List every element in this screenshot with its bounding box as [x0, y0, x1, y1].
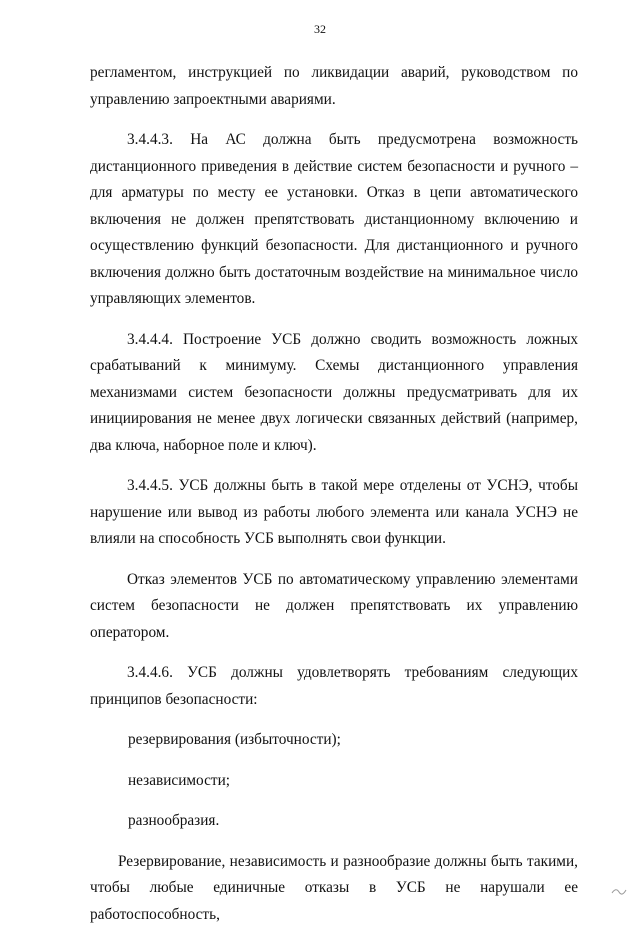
scan-mark-icon: [610, 885, 628, 897]
list-item-independence: независимости;: [128, 771, 230, 789]
paragraph-principles-requirement: Резервирование, независимость и разнообразие должны быть такими, чтобы любые единичные отказы в УСБ не нарушали ее работоспособность,: [90, 852, 578, 923]
paragraph-usb-failure: Отказ элементов УСБ по автоматическому управлению элементами систем безопасности не должен препятствовать их управлению оператором.: [90, 570, 578, 641]
list-item-diversity: разнообразия.: [128, 812, 220, 829]
paragraph-3-4-4-3: 3.4.4.3. На АС должна быть предусмотрена возможность дистанционного приведения в действие систем безопасности и ручного – для арматуры по месту ее установки. Отказ в цепи автоматического включения не должен препятствовать дистанционному включению и осуществлению функций безопасности. Для дистанционного и ручного включения должно быть достаточным воздействие на минимальное число управляющих элементов.: [90, 131, 578, 307]
paragraph-3-4-4-6: 3.4.4.6. УСБ должны удовлетворять требованиям следующих принципов безопасности:: [90, 664, 578, 708]
paragraph-3-4-4-4: 3.4.4.4. Построение УСБ должно сводить возможность ложных срабатываний к минимуму. Схемы дистанционного управления механизмами систем безопасности должны предусматривать для их инициирования не менее двух логически связанных действий (например, два ключа, наборное поле и ключ).: [90, 330, 578, 454]
paragraph-3-4-4-5: 3.4.4.5. УСБ должны быть в такой мере отделены от УСНЭ, чтобы нарушение или вывод из работы любого элемента или канала УСНЭ не влияли на способность УСБ выполнять свои функции.: [90, 477, 578, 547]
page-number: 32: [314, 22, 326, 36]
document-body: [90, 60, 578, 942]
paragraph-continuation: регламентом, инструкцией по ликвидации аварий, руководством по управлению запроектными авариями.: [90, 64, 578, 108]
list-item-redundancy: резервирования (избыточности);: [128, 731, 341, 748]
